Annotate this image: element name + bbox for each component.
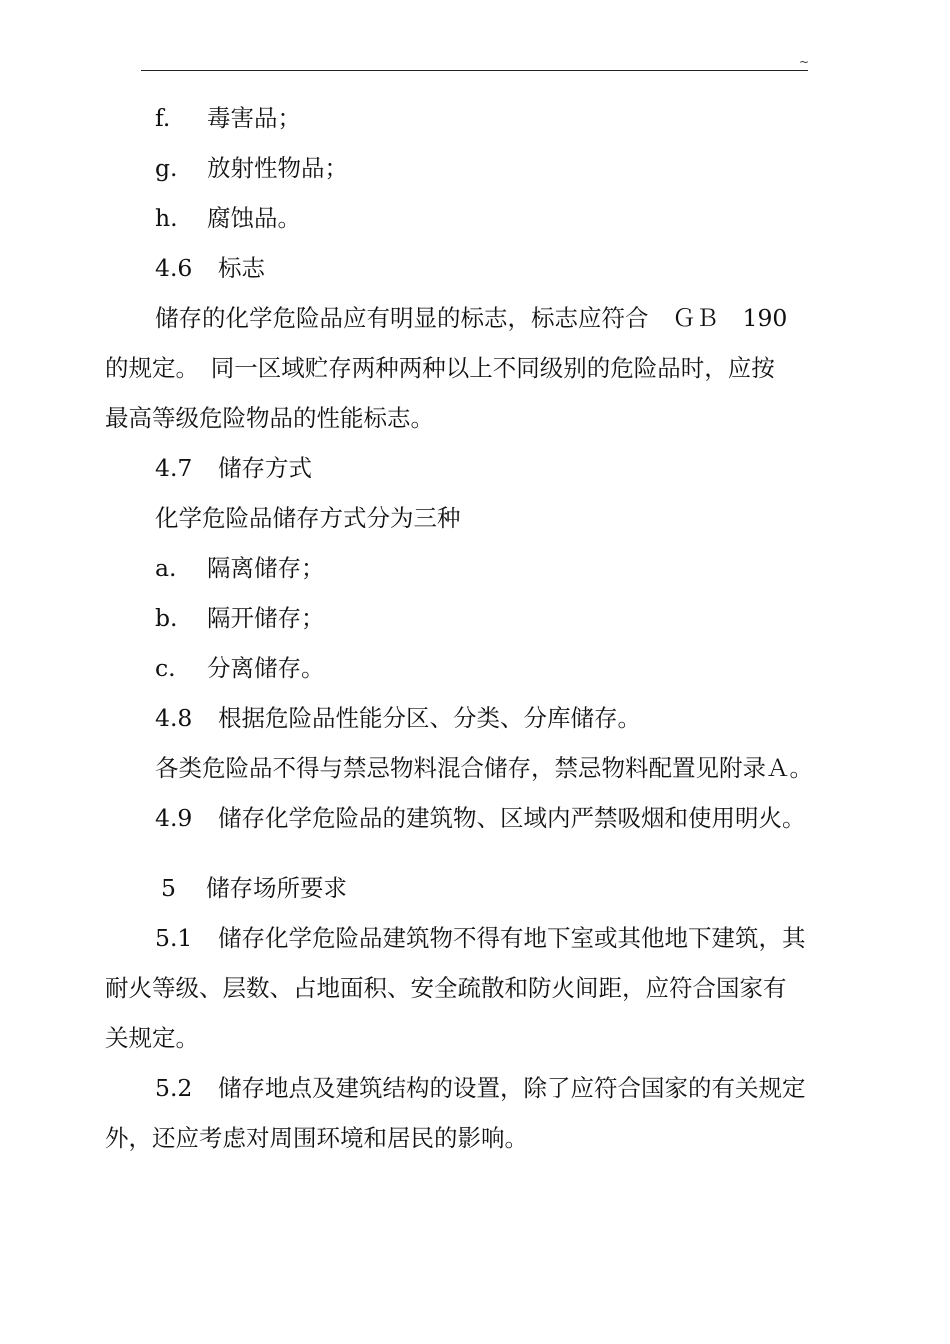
paragraph-line: 储存的化学危险品应有明显的标志，标志应符合 ＧＢ 190 — [155, 304, 788, 332]
list-marker: a. — [155, 554, 177, 582]
paragraph-line: 最高等级危险物品的性能标志。 — [105, 404, 434, 432]
list-item-b — [155, 603, 325, 633]
section-number: 4.6 — [155, 254, 193, 282]
section-number: 4.8 — [155, 704, 193, 732]
list-marker: c. — [155, 654, 176, 682]
chapter-heading-5 — [161, 873, 347, 903]
list-text: 放射性物品； — [207, 154, 348, 182]
list-text: 毒害品； — [207, 104, 301, 132]
section-title: 储存化学危险品的建筑物、区域内严禁吸烟和使用明火。 — [218, 804, 806, 832]
section-number: 4.9 — [155, 804, 193, 832]
header-mark: ~ — [799, 55, 810, 69]
section-number: 5.1 — [155, 924, 193, 952]
header-rule — [141, 70, 808, 71]
section-title: 标志 — [218, 254, 265, 282]
list-marker: g. — [155, 154, 178, 182]
chapter-number: 5 — [161, 874, 176, 902]
section-heading-5-1 — [155, 923, 806, 953]
list-marker: h. — [155, 204, 178, 232]
section-heading-5-2 — [155, 1073, 806, 1103]
list-text: 隔开储存； — [207, 604, 325, 632]
section-heading-4-9 — [155, 803, 806, 833]
paragraph-line: 化学危险品储存方式分为三种 — [155, 504, 461, 532]
section-heading-4-6 — [155, 253, 265, 283]
list-text: 腐蚀品。 — [207, 204, 301, 232]
paragraph-line: 关规定。 — [105, 1024, 199, 1052]
section-heading-4-8 — [155, 703, 641, 733]
list-item-g — [155, 153, 348, 183]
chapter-title: 储存场所要求 — [206, 874, 347, 902]
section-title: 根据危险品性能分区、分类、分库储存。 — [218, 704, 641, 732]
list-text: 分离储存。 — [207, 654, 325, 682]
paragraph-line: 耐火等级、层数、占地面积、安全疏散和防火间距，应符合国家有 — [105, 974, 787, 1002]
paragraph-line: 外，还应考虑对周围环境和居民的影响。 — [105, 1124, 528, 1152]
list-marker: b. — [155, 604, 178, 632]
list-item-f — [155, 103, 301, 133]
list-item-a — [155, 553, 325, 583]
list-item-c — [155, 653, 325, 683]
section-heading-4-7 — [155, 453, 312, 483]
section-title: 储存化学危险品建筑物不得有地下室或其他地下建筑，其 — [218, 924, 806, 952]
paragraph-line: 的规定。 同一区域贮存两种两种以上不同级别的危险品时，应按 — [105, 354, 775, 382]
list-item-h — [155, 203, 301, 233]
list-marker: f. — [155, 104, 171, 132]
list-text: 隔离储存； — [207, 554, 325, 582]
paragraph-line: 各类危险品不得与禁忌物料混合储存，禁忌物料配置见附录Ａ。 — [155, 754, 813, 782]
section-number: 5.2 — [155, 1074, 193, 1102]
section-number: 4.7 — [155, 454, 193, 482]
section-title: 储存方式 — [218, 454, 312, 482]
section-title: 储存地点及建筑结构的设置，除了应符合国家的有关规定 — [218, 1074, 806, 1102]
